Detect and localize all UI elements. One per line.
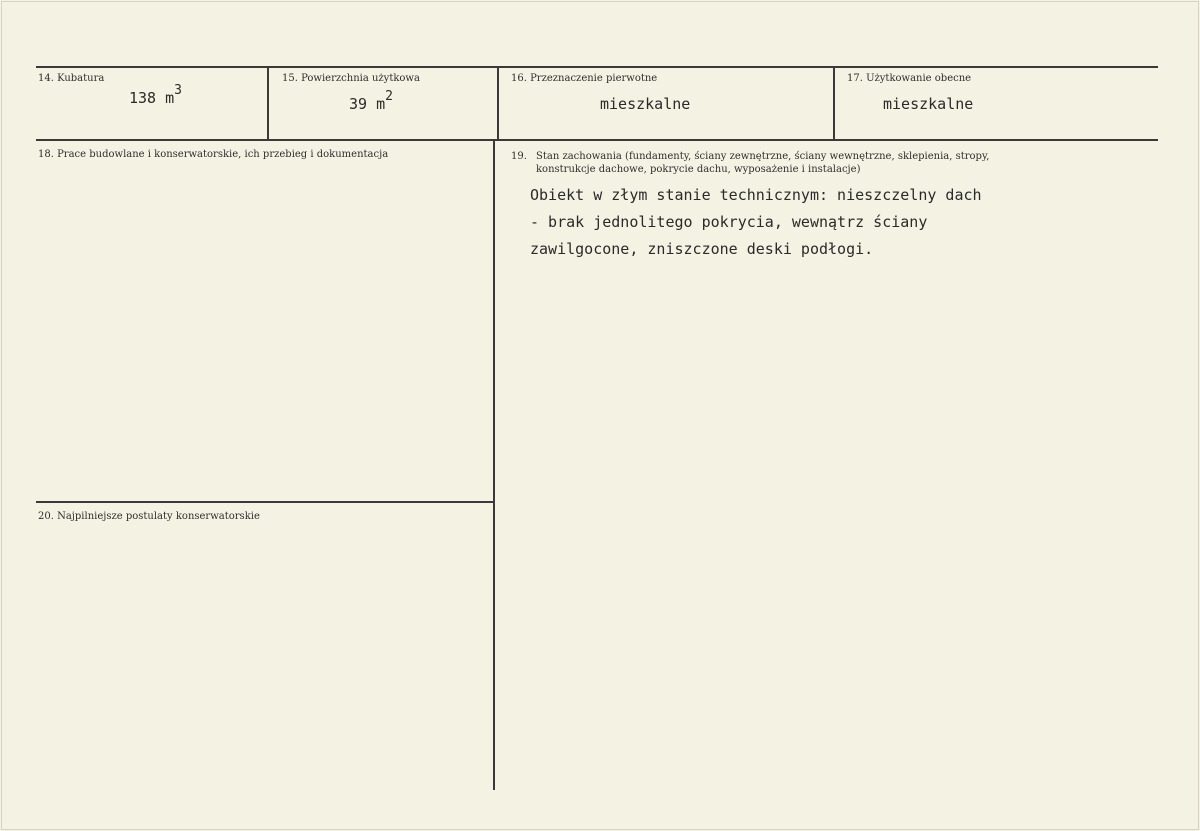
card-border (1, 1, 1199, 830)
stan-line-2: - brak jednolitego pokrycia, wewnątrz ściany (530, 213, 928, 231)
field-19-label-line2: konstrukcje dachowe, pokrycie dachu, wyposażenie i instalacje) (536, 164, 861, 175)
field-15-label: 15. Powierzchnia użytkowa (282, 73, 420, 84)
field-14-label: 14. Kubatura (38, 73, 105, 84)
stan-line-3: zawilgocone, zniszczone deski podłogi. (530, 240, 874, 258)
field-19-number: 19. (511, 151, 527, 162)
field-17-value: mieszkalne (883, 95, 974, 113)
field-15-value (349, 89, 393, 113)
powierzchnia-value: 39 m (349, 95, 386, 113)
divider-14-15 (267, 67, 269, 139)
divider-16-17 (833, 67, 835, 139)
main-column-divider (493, 140, 495, 790)
kubatura-value: 138 m (129, 89, 175, 107)
field-19-label-line1: Stan zachowania (fundamenty, ściany zewnętrzne, ściany wewnętrzne, sklepienia, stropy, (536, 151, 990, 162)
field-14-value (129, 83, 182, 107)
divider-15-16 (497, 67, 499, 139)
row1-bottom-rule (36, 139, 1158, 141)
field-16-label: 16. Przeznaczenie pierwotne (511, 73, 658, 84)
field-20-label: 20. Najpilniejsze postulaty konserwatorskie (38, 511, 260, 522)
field-16-value: mieszkalne (600, 95, 691, 113)
section-18-20-rule (36, 501, 494, 503)
field-18-label: 18. Prace budowlane i konserwatorskie, ich przebieg i dokumentacja (38, 149, 389, 160)
powierzchnia-exponent: 2 (385, 89, 393, 104)
field-19-typed-text (530, 182, 982, 263)
top-rule (36, 66, 1158, 68)
field-17-label: 17. Użytkowanie obecne (847, 73, 972, 84)
kubatura-exponent: 3 (174, 83, 182, 98)
stan-line-1: Obiekt w złym stanie technicznym: nieszczelny dach (530, 186, 982, 204)
